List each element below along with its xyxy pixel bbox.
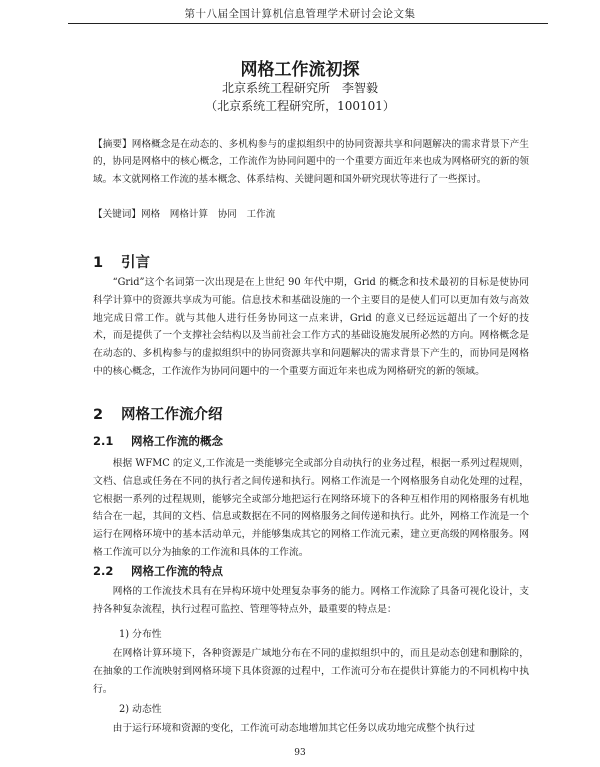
page-number: 93 (294, 748, 306, 758)
keywords (93, 207, 529, 223)
section-2-2-intro: 网格的工作流技术具有在异构环境中处理复杂事务的能力。网格工作流除了具备可视化设计，支持各种复杂流程，执行过程可监控、管理等特点外，最重要的特点是： (93, 586, 529, 615)
keywords-label: 【关键词】 (93, 209, 141, 220)
section-2-1-heading (93, 433, 223, 449)
header-rule (68, 23, 548, 24)
section-2-heading (93, 403, 223, 424)
feature-item-2-text: 由于运行环境和资源的变化，工作流可动态地增加其它任务以成功地完成整个执行过 (112, 723, 476, 734)
section-1-number: 1 (93, 255, 104, 271)
section-1-paragraph: “Grid”这个名词第一次出现是在上世纪 90 年代中期，Grid 的概念和技术最初的目标是使协同科学计算中的资源共享成为可能。信息技术和基础设施的一个主要目的是使人们可以更加有效与高效地完成日常工作。就与其他人进行任务协同这一点来讲，Grid 的意义已经远远超出了一个好的技术，而是提供了一个支撑社会结构以及当前社会工作方式的基础设施发展所必然的方向。网格概念是在动态的、多机构参与的虚拟组织中的协同资源共享和问题解决的需求背景下产生的，而协同是网格中的核心概念，工作流作为协同问题中的一个重要方面近年来也成为网格研究的新的领域。 (93, 277, 529, 377)
running-header: 第十八届全国计算机信息管理学术研讨会论文集 (184, 8, 416, 20)
section-2-1-paragraph: 根据 WFMC 的定义,工作流是一类能够完全或部分自动执行的业务过程，根据一系列过程规则，文档、信息或任务在不同的执行者之间传递和执行。网格工作流是一个网格服务自动化处理的过程，它根据一系列的过程规则，能够完全或部分地把运行在网络环境下的各种互相作用的网格服务有机地结合在一起，其间的文档、信息或数据在不同的网格服务之间传递和执行。此外，网格工作流是一个运行在网格环境中的基本活动单元，并能够集成其它的网格工作流元素，建立更高级的网格服务。网格工作流可以分为抽象的工作流和具体的工作流。 (93, 458, 529, 558)
section-2-1-title: 网格工作流的概念 (131, 434, 223, 448)
abstract-text: 网格概念是在动态的、多机构参与的虚拟组织中的协同资源共享和问题解决的需求背景下产生的，协同是网格中的核心概念，工作流作为协同问题中的一个重要方面近年来也成为网格研究的新的领域。本文就网格工作流的基本概念、体系结构、关键问题和国外研究现状等进行了一些探讨。 (93, 139, 530, 185)
feature-item-1-label: 1) 分布性 (119, 629, 162, 640)
section-2-2-title: 网格工作流的特点 (131, 564, 223, 578)
paper-title: 网格工作流初探 (240, 60, 360, 80)
section-1-heading (93, 251, 150, 272)
abstract (93, 136, 529, 188)
section-1-title: 引言 (121, 255, 150, 271)
feature-item-2-label: 2) 动态性 (119, 704, 162, 715)
section-2-1-number: 2.1 (93, 434, 114, 448)
abstract-label: 【摘要】 (93, 139, 132, 150)
feature-item-1-text: 在网格计算环境下，各种资源是广域地分布在不同的虚拟组织中的，而且是动态创建和删除的，在抽象的工作流映射到网格环境下具体资源的过程中，工作流可分布在提供计算能力的不同机构中执行。 (93, 648, 529, 695)
keywords-text: 网格 网格计算 协同 工作流 (140, 209, 276, 220)
affiliation: （北京系统工程研究所，100101） (205, 99, 395, 113)
section-2-number: 2 (93, 407, 104, 423)
section-2-2-heading (93, 563, 223, 579)
author-line: 北京系统工程研究所 李智毅 (221, 81, 378, 95)
section-2-2-number: 2.2 (93, 564, 114, 578)
section-2-title: 网格工作流介绍 (121, 407, 223, 423)
